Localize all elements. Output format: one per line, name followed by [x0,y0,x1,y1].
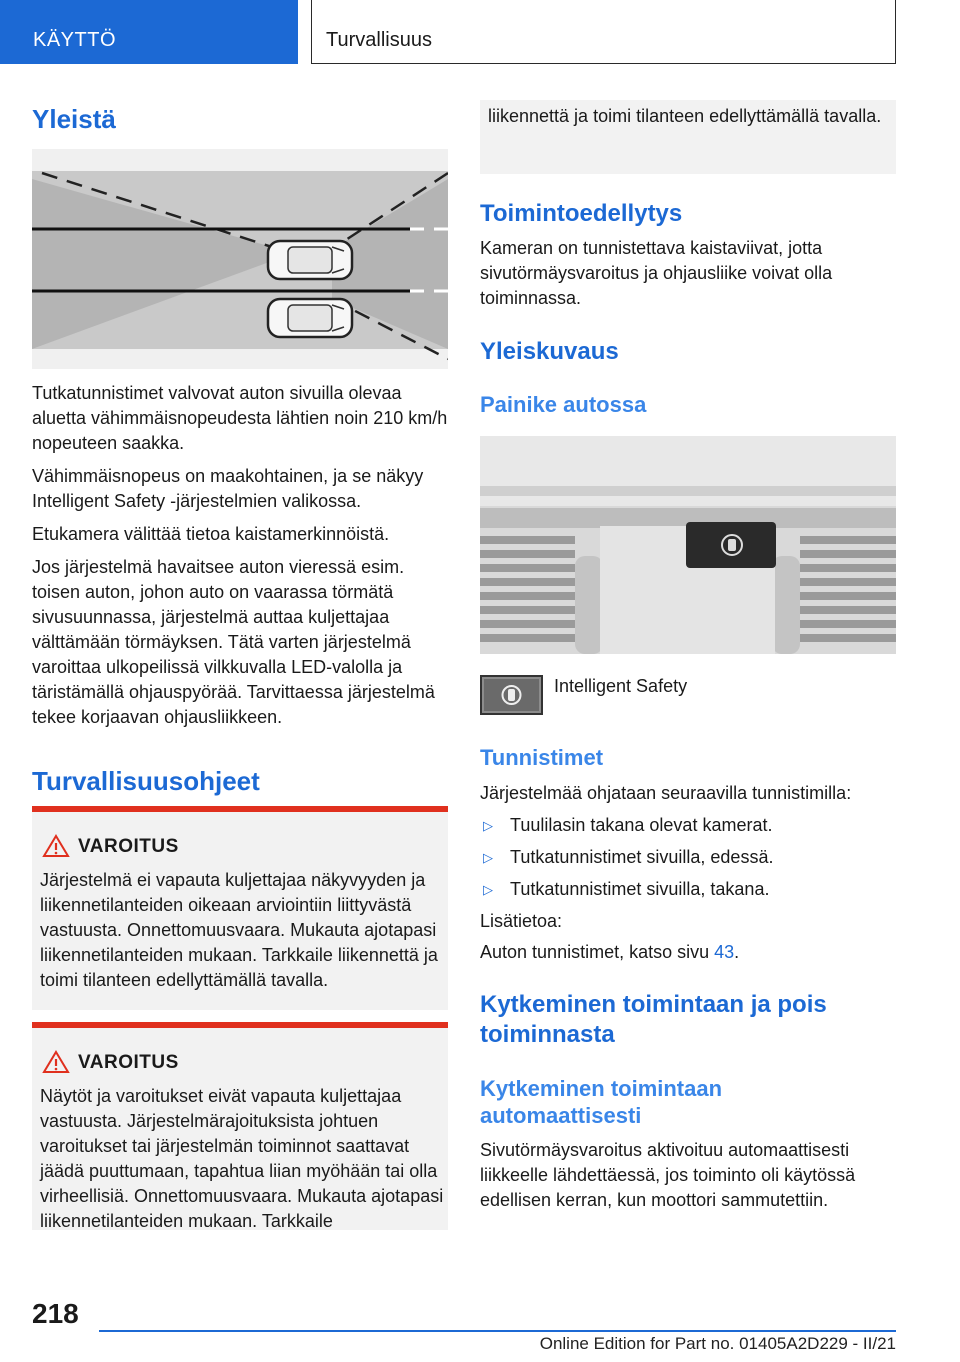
heading-auto: Kytkeminen toimintaan automaattisesti [480,1076,723,1128]
sensor-reference [480,940,896,965]
heading-overview: Yleiskuvaus [480,338,619,365]
heading-switch: Kytkeminen toimintaan ja pois toiminnasta [480,991,827,1048]
warning-box-2 [32,1022,448,1230]
paragraph: Tutkatunnistimet valvovat auton sivuilla olevaa aluetta vähimmäisnopeudesta lähtien noin 210 km/h nopeuteen saakka. [32,383,448,453]
header-section-label: KÄYTTÖ [33,29,117,51]
list-item-text: Tuulilasin takana olevat kamerat. [510,815,773,835]
edition-label: Online Edition for Part no. 01405A2D229 - II/21 [539,1334,896,1353]
heading-safety: Turvallisuusohjeet [32,766,260,796]
list-item [480,813,896,838]
reference-text: Auton tunnistimet, katso sivu [480,942,710,962]
page-link[interactable]: 43 [714,942,735,962]
footer-divider [99,1330,896,1332]
paragraph: Jos järjestelmä havaitsee auton vieressä esim. toisen auton, johon auto on vaarassa törmätä sivusuunnassa, järjestelmä auttaa kuljettajaa välttämään törmäyksen. Tätä varten järjestelmä varoittaa ulkopeilissä vilkkuvalla LED-valolla ja täristämällä ohjauspyörää. Tarvittaessa järjestelmä tekee korjaavan ohjausliikkeen. [32,557,435,727]
warning-continuation-box [480,100,896,174]
sensors-list [480,813,896,909]
button-label: Intelligent Safety [554,676,688,696]
warning-text: Näytöt ja varoitukset eivät vapauta kuljettajaa vastuusta. Järjestelmärajoituksista johtuen varoitukset tai järjestelmän toiminnot saattavat jäädä puuttumaan, tapahtua liian myöhään tai olla virheellisiä. Onnettomuusvaara. Mukauta ajotapasi liikennetilanteiden mukaan. Tarkkaile [40,1086,444,1231]
page-number: 218 [32,1298,79,1329]
triangle-bullet-icon: ▷ [483,882,493,897]
general-text [32,381,448,738]
intelligent-safety-icon [480,675,543,715]
warning-continuation-text: liikennettä ja toimi tilanteen edellyttämällä tavalla. [488,106,882,126]
dashboard-button-photo [480,436,896,654]
triangle-bullet-icon: ▷ [483,818,493,833]
heading-requirements: Toimintoedellytys [480,200,683,227]
warning-box-1 [32,806,448,1010]
auto-text: Sivutörmäysvaroitus aktivoituu automaattisesti liikkeelle lähdettäessä, jos toiminto oli käytössä edellisen kerran, kun moottori sammutettiin. [480,1140,856,1210]
reference-dot: . [734,942,740,962]
heading-general: Yleistä [32,104,116,134]
list-item [480,845,896,870]
warning-text: Järjestelmä ei vapauta kuljettajaa näkyvyyden ja liikennetilanteiden oikeaan arviointiin liittyvästä vastuusta. Onnettomuusvaara. Mukauta ajotapasi liikennetilanteiden mukaan. Tarkkaile liikennettä ja toimi tilanteen edellyttämällä tavalla. [40,870,438,990]
heading-button: Painike autossa [480,392,647,417]
heading-sensors: Tunnistimet [480,745,604,770]
warning-title: VAROITUS [78,1052,179,1073]
list-item-text: Tutkatunnistimet sivuilla, takana. [510,879,770,899]
list-item [480,877,896,902]
road-illustration [32,149,448,369]
requirements-text: Kameran on tunnistettava kaistaviivat, jotta sivutörmäysvaroitus ja ohjausliike voivat olla toiminnassa. [480,238,833,308]
paragraph: Etukamera välittää tietoa kaistamerkinnöistä. [32,524,390,544]
warning-triangle-icon [42,834,70,858]
header-section-tab [0,0,298,64]
warning-triangle-icon [42,1050,70,1074]
header-chapter-tab [311,0,896,64]
paragraph: Vähimmäisnopeus on maakohtainen, ja se näkyy Intelligent Safety -järjestelmien valikossa. [32,466,424,511]
header-chapter-label: Turvallisuus [326,29,432,51]
sensors-intro: Järjestelmää ohjataan seuraavilla tunnistimilla: [480,783,852,803]
list-item-text: Tutkatunnistimet sivuilla, edessä. [510,847,774,867]
triangle-bullet-icon: ▷ [483,850,493,865]
warning-title: VAROITUS [78,836,179,857]
more-info-label: Lisätietoa: [480,911,563,931]
